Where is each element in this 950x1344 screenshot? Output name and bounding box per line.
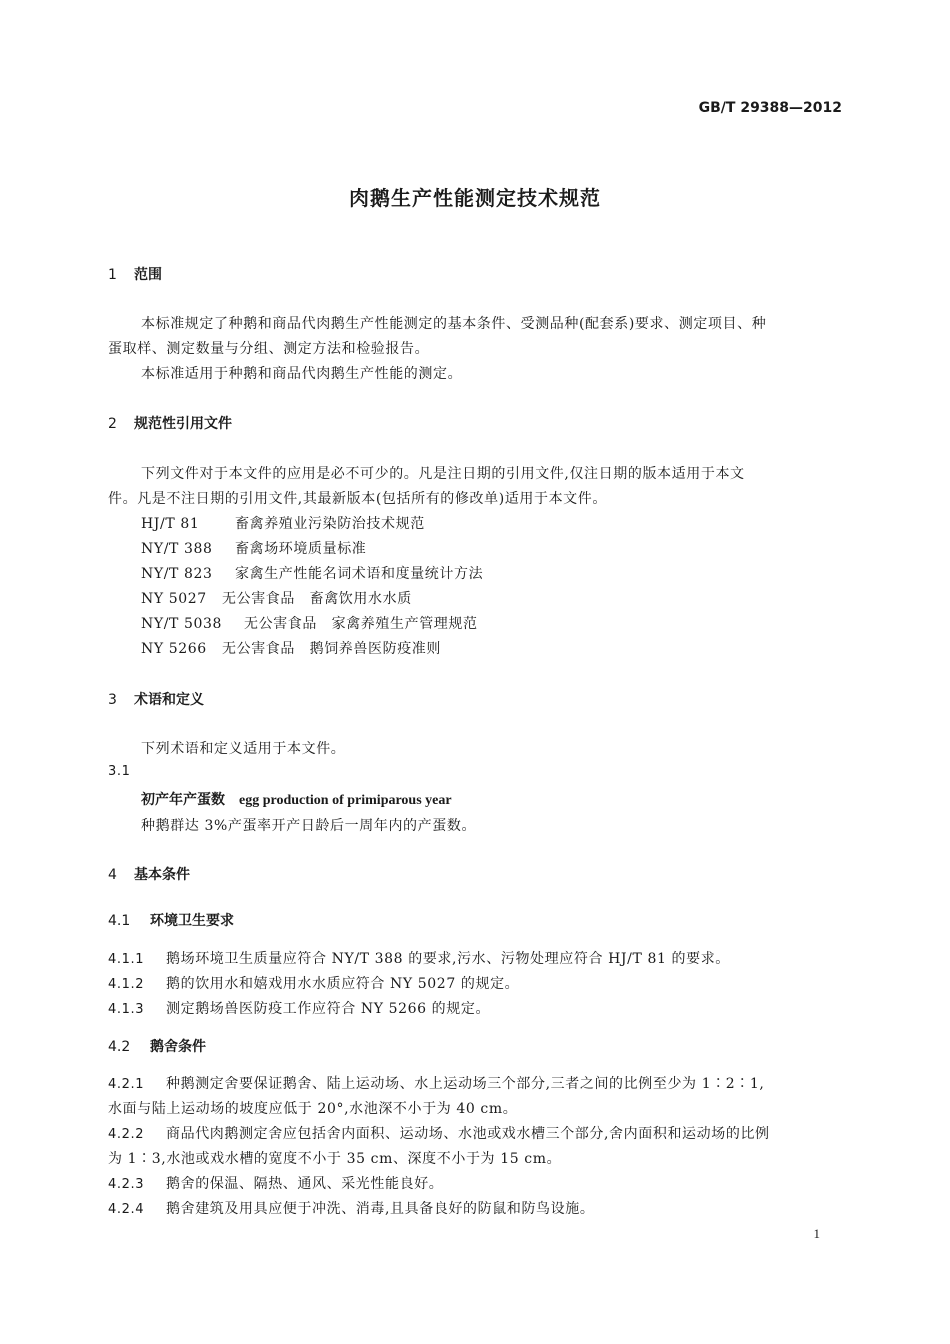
reference-item xyxy=(141,613,478,633)
document-title: 肉鹅生产性能测定技术规范 xyxy=(349,186,601,210)
paragraph: 下列文件对于本文件的应用是必不可少的。凡是注日期的引用文件,仅注日期的版本适用于本文 xyxy=(141,466,745,482)
subsection-title: 环境卫生要求 xyxy=(150,913,234,929)
section-number: 4 xyxy=(108,867,117,883)
clause-4-2-4 xyxy=(108,1198,594,1218)
reference-code: NY/T 5038 xyxy=(141,616,223,632)
paragraph: 下列术语和定义适用于本文件。 xyxy=(141,741,346,757)
section-number: 2 xyxy=(108,416,117,432)
clause-text: 鹅场环境卫生质量应符合 NY/T 388 的要求,污水、污物处理应符合 HJ/T 81 的要求。 xyxy=(166,951,730,967)
clause-4-2-2 xyxy=(108,1123,770,1143)
clause-4-2-3 xyxy=(108,1173,443,1193)
reference-name: 无公害食品 畜禽饮用水水质 xyxy=(222,591,412,607)
section-4-heading xyxy=(108,864,190,884)
reference-item xyxy=(141,513,425,533)
section-number: 3 xyxy=(108,692,117,708)
page-number: 1 xyxy=(813,1226,820,1241)
clause-number: 4.1.1 xyxy=(108,952,145,967)
clause-number: 4.2.4 xyxy=(108,1202,145,1217)
term-entry xyxy=(141,789,452,809)
section-title: 规范性引用文件 xyxy=(134,416,232,432)
clause-text: 鹅舍的保温、隔热、通风、采光性能良好。 xyxy=(166,1176,444,1192)
clause-number: 4.2.3 xyxy=(108,1177,145,1192)
reference-name: 无公害食品 鹅饲养兽医防疫准则 xyxy=(222,641,441,657)
subsection-number: 4.2 xyxy=(108,1039,131,1055)
paragraph: 件。凡是不注日期的引用文件,其最新版本(包括所有的修改单)适用于本文件。 xyxy=(108,491,607,507)
reference-code: HJ/T 81 xyxy=(141,516,200,532)
term-english: egg production of primiparous year xyxy=(239,793,452,808)
paragraph: 蛋取样、测定数量与分组、测定方法和检验报告。 xyxy=(108,341,430,357)
section-title: 基本条件 xyxy=(134,867,190,883)
reference-code: NY/T 823 xyxy=(141,566,213,582)
standard-code: GB/T 29388—2012 xyxy=(698,100,842,116)
subsection-4-2-heading xyxy=(108,1036,206,1056)
section-title: 术语和定义 xyxy=(134,692,204,708)
section-number: 1 xyxy=(108,267,117,283)
section-1-heading xyxy=(108,264,162,284)
reference-code: NY/T 388 xyxy=(141,541,213,557)
section-title: 范围 xyxy=(134,267,162,283)
paragraph: 本标准规定了种鹅和商品代肉鹅生产性能测定的基本条件、受测品种(配套系)要求、测定项目、种 xyxy=(141,316,767,332)
subsection-4-1-heading xyxy=(108,910,234,930)
paragraph: 本标准适用于种鹅和商品代肉鹅生产性能的测定。 xyxy=(141,366,463,382)
reference-name: 家禽生产性能名词术语和度量统计方法 xyxy=(235,566,484,582)
reference-code: NY 5266 xyxy=(141,641,207,657)
reference-name: 无公害食品 家禽养殖生产管理规范 xyxy=(244,616,478,632)
clause-text: 商品代肉鹅测定舍应包括舍内面积、运动场、水池或戏水槽三个部分,舍内面积和运动场的比例 xyxy=(166,1126,770,1142)
reference-name: 畜禽养殖业污染防治技术规范 xyxy=(235,516,425,532)
clause-4-2-1 xyxy=(108,1073,764,1093)
reference-item xyxy=(141,563,483,583)
subsection-title: 鹅舍条件 xyxy=(150,1039,206,1055)
clause-continuation: 水面与陆上运动场的坡度应低于 20°,水池深不小于为 40 cm。 xyxy=(108,1101,518,1117)
clause-number: 4.2.2 xyxy=(108,1127,145,1142)
clause-4-1-3 xyxy=(108,998,490,1018)
section-3-heading xyxy=(108,689,204,709)
clause-text: 鹅舍建筑及用具应便于冲洗、消毒,且具备良好的防鼠和防鸟设施。 xyxy=(166,1201,595,1217)
section-2-heading xyxy=(108,413,232,433)
reference-item xyxy=(141,538,366,558)
term-number: 3.1 xyxy=(108,764,131,779)
clause-text: 鹅的饮用水和嬉戏用水水质应符合 NY 5027 的规定。 xyxy=(166,976,520,992)
clause-4-1-1 xyxy=(108,948,730,968)
clause-text: 测定鹅场兽医防疫工作应符合 NY 5266 的规定。 xyxy=(166,1001,491,1017)
subsection-number: 4.1 xyxy=(108,913,131,929)
reference-code: NY 5027 xyxy=(141,591,207,607)
term-definition: 种鹅群达 3%产蛋率开产日龄后一周年内的产蛋数。 xyxy=(141,818,477,834)
reference-item xyxy=(141,588,412,608)
reference-item xyxy=(141,638,441,658)
clause-continuation: 为 1∶3,水池或戏水槽的宽度不小于 35 cm、深度不小于为 15 cm。 xyxy=(108,1151,562,1167)
clause-number: 4.1.3 xyxy=(108,1002,145,1017)
clause-text: 种鹅测定舍要保证鹅舍、陆上运动场、水上运动场三个部分,三者之间的比例至少为 1∶2∶1, xyxy=(166,1076,765,1092)
clause-number: 4.1.2 xyxy=(108,977,145,992)
clause-4-1-2 xyxy=(108,973,519,993)
term-chinese: 初产年产蛋数 xyxy=(141,792,225,808)
reference-name: 畜禽场环境质量标准 xyxy=(235,541,367,557)
clause-number: 4.2.1 xyxy=(108,1077,145,1092)
